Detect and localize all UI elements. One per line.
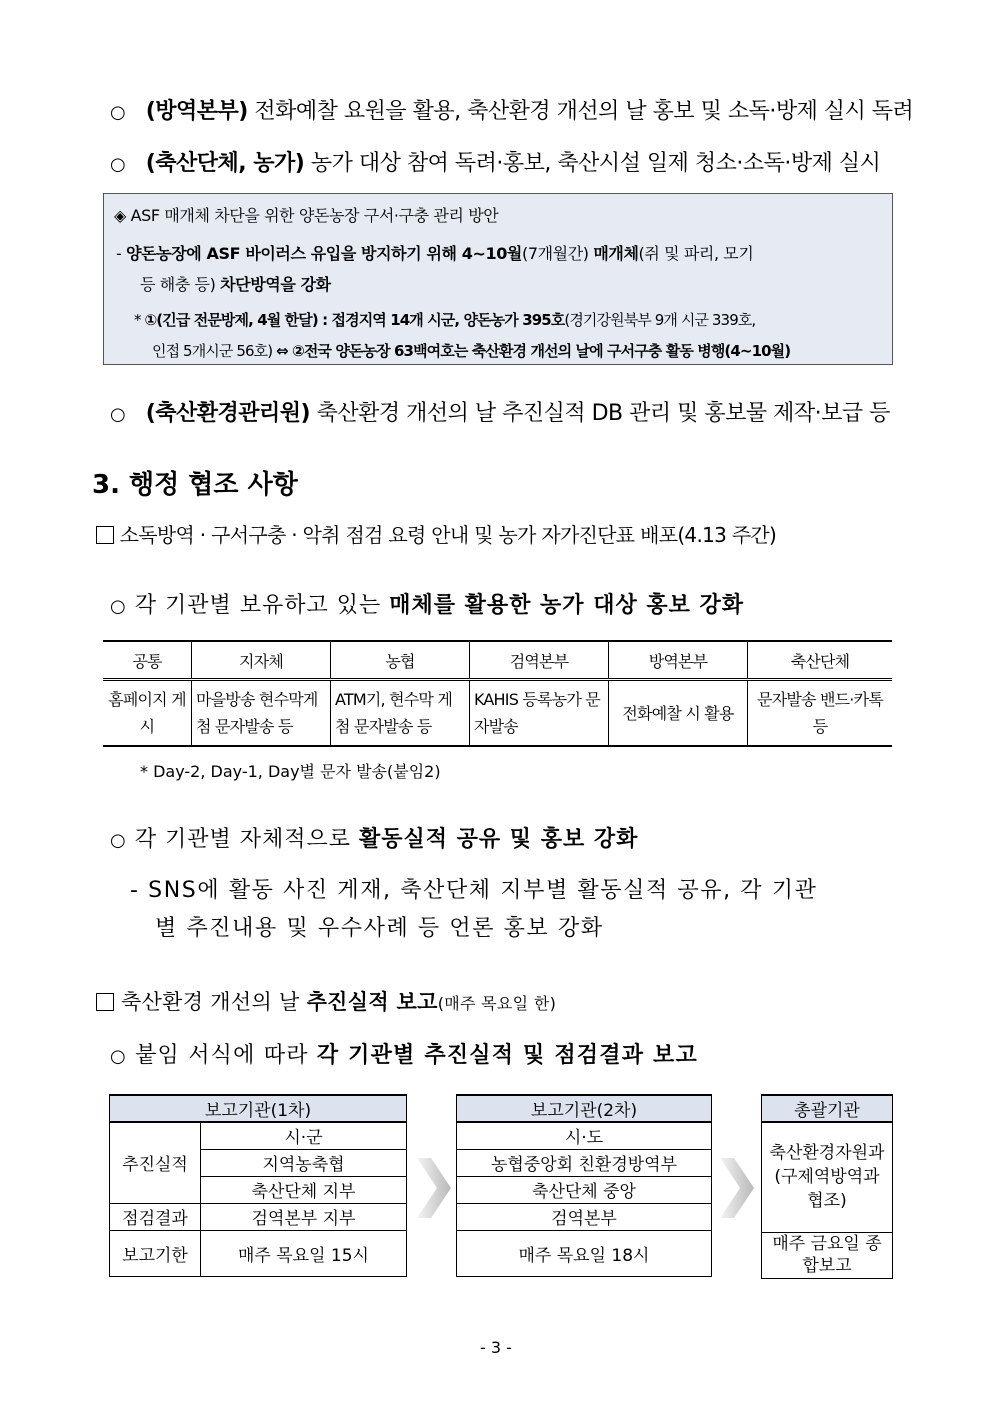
sub-bullet-media bbox=[110, 588, 744, 619]
asf-text: (7개월간) bbox=[522, 244, 594, 263]
bullet-bold-text: 매체를 활용한 농가 대상 홍보 강화 bbox=[389, 593, 745, 618]
asf-text: 인접 5개시군 56호) bbox=[152, 342, 277, 360]
report-agency-1st-table bbox=[109, 1094, 407, 1277]
bullet-text: 농가 대상 참여 독려·홍보, 축산시설 일제 청소·소독·방제 실시 bbox=[304, 151, 881, 176]
flow-cell: 축산단체 지부 bbox=[201, 1176, 407, 1203]
report-agency-2nd-table bbox=[456, 1094, 712, 1277]
bullet-livestock-groups bbox=[110, 146, 880, 177]
flow-header: 총괄기관 bbox=[762, 1095, 893, 1122]
table-cell: 마을방송 현수막게첨 문자발송 등 bbox=[192, 680, 331, 747]
dash-line-1: - SNS에 활동 사진 게재, 축산단체 지부별 활동실적 공유, 각 기관 bbox=[130, 878, 818, 903]
table-cell: ATM기, 현수막 게첨 문자발송 등 bbox=[331, 680, 470, 747]
asf-box-line-2 bbox=[140, 272, 331, 295]
bullet-tag: (방역본부) bbox=[145, 99, 248, 124]
flow-cell: 매주 금요일 종합보고 bbox=[762, 1232, 893, 1278]
asf-text: (쥐 및 파리, 모기 bbox=[638, 244, 754, 263]
arrow-right-icon bbox=[417, 1158, 451, 1218]
bullet-text: 전화예찰 요원을 활용, 축산환경 개선의 날 홍보 및 소독·방제 실시 독려 bbox=[247, 99, 914, 124]
table-row bbox=[103, 680, 892, 747]
flow-cell: 축산환경자원과 (구제역방역과 협조) bbox=[762, 1122, 893, 1232]
table-header-cell: 방역본부 bbox=[609, 641, 748, 680]
table-header-cell: 지자체 bbox=[192, 641, 331, 680]
asf-bold-text: 매개체 bbox=[593, 244, 639, 263]
section-title: 3. 행정 협조 사항 bbox=[92, 470, 298, 500]
bullet-text: 붙임 서식에 따라 bbox=[126, 1043, 317, 1068]
row-label: 점검결과 bbox=[110, 1203, 201, 1230]
bullet-quarantine-hq bbox=[110, 94, 913, 125]
bullet-text: 각 기관별 보유하고 있는 bbox=[126, 593, 390, 618]
sub-bullet-sharing bbox=[110, 822, 638, 853]
asf-bold-text: ⇔ ②전국 양돈농장 63백여호는 축산환경 개선의 날에 구서구충 활동 병행(4~10월) bbox=[276, 342, 791, 360]
asf-box-line-3 bbox=[134, 309, 755, 330]
table-header-cell: 축산단체 bbox=[748, 641, 893, 680]
asf-box-title: ◈ ASF 매개체 차단을 위한 양돈농장 구서·구충 관리 방안 bbox=[114, 206, 499, 225]
bullet-text: 축산환경 개선의 날 추진실적 DB 관리 및 홍보물 제작·보급 등 bbox=[310, 401, 890, 426]
bullet-tag: (축산환경관리원) bbox=[145, 401, 311, 426]
bullet-tag: (축산단체, 농가) bbox=[145, 151, 305, 176]
table-cell: 전화예찰 시 활용 bbox=[609, 680, 748, 747]
bullet-bold-text: 각 기관별 추진실적 및 점검결과 보고 bbox=[316, 1043, 698, 1068]
checkbox-icon bbox=[96, 526, 114, 544]
flow-cell: 지역농축협 bbox=[201, 1149, 407, 1176]
asf-text: 등 해충 등) bbox=[140, 275, 221, 294]
bullet-marker: ○ bbox=[110, 1046, 127, 1067]
table-note: * Day-2, Day-1, Day별 문자 발송(붙임2) bbox=[140, 762, 441, 781]
flow-header: 보고기관(2차) bbox=[457, 1095, 712, 1122]
bullet-env-management bbox=[110, 396, 890, 427]
dash: - bbox=[116, 244, 127, 263]
table-cell: KAHIS 등록농가 문자발송 bbox=[470, 680, 609, 747]
flow-cell: 매주 목요일 18시 bbox=[457, 1230, 712, 1276]
bullet-marker: ○ bbox=[110, 404, 126, 425]
table-cell: 문자발송 밴드·카톡 등 bbox=[748, 680, 893, 747]
page-number: - 3 - bbox=[480, 1338, 512, 1357]
checkbox-icon bbox=[96, 993, 114, 1011]
flow-header: 보고기관(1차) bbox=[110, 1095, 407, 1122]
bullet-marker: ○ bbox=[110, 154, 126, 175]
bullet-marker: ○ bbox=[110, 830, 127, 851]
item-bold-text: 추진실적 보고 bbox=[306, 990, 438, 1014]
asf-info-box bbox=[103, 193, 893, 365]
checklist-item-2 bbox=[96, 986, 556, 1016]
flow-cell: 매주 목요일 15시 bbox=[201, 1230, 407, 1276]
sub-bullet-report bbox=[110, 1038, 698, 1069]
flow-cell: 축산단체 중앙 bbox=[457, 1176, 712, 1203]
row-label: 보고기한 bbox=[110, 1230, 201, 1276]
media-by-agency-table bbox=[103, 640, 892, 747]
bullet-marker: ○ bbox=[110, 596, 127, 617]
asterisk: * bbox=[134, 311, 145, 329]
asf-bold-text: 양돈농장에 ASF 바이러스 유입을 방지하기 위해 4~10월 bbox=[126, 244, 522, 263]
bullet-bold-text: 활동실적 공유 및 홍보 강화 bbox=[358, 827, 639, 852]
flow-cell: 검역본부 지부 bbox=[201, 1203, 407, 1230]
row-label: 추진실적 bbox=[110, 1122, 201, 1203]
item-small-text: (매주 목요일 한) bbox=[437, 994, 557, 1013]
bullet-text: 각 기관별 자체적으로 bbox=[126, 827, 359, 852]
asf-text: (경기강원북부 9개 시군 339호, bbox=[564, 311, 756, 329]
item-text: 소독방역 · 구서구충 · 악취 점검 요령 안내 및 농가 자가진단표 배포(4.13 주간) bbox=[114, 523, 777, 547]
item-text: 축산환경 개선의 날 bbox=[114, 990, 307, 1014]
table-header-row bbox=[103, 641, 892, 680]
table-header-cell: 검역본부 bbox=[470, 641, 609, 680]
asf-bold-text: ①(긴급 전문방제, 4월 한달) : 접경지역 14개 시군, 양돈농가 395호 bbox=[144, 311, 565, 329]
table-header-cell: 공통 bbox=[103, 641, 192, 680]
asf-box-line-4 bbox=[152, 340, 790, 361]
flow-cell: 시·군 bbox=[201, 1122, 407, 1149]
asf-box-line-1 bbox=[116, 241, 753, 264]
checklist-item-1 bbox=[96, 519, 776, 548]
asf-bold-text: 차단방역을 강화 bbox=[220, 275, 331, 294]
table-header-cell: 농협 bbox=[331, 641, 470, 680]
flow-cell: 검역본부 bbox=[457, 1203, 712, 1230]
general-agency-table bbox=[761, 1094, 893, 1279]
dash-line-2: 별 추진내용 및 우수사례 등 언론 홍보 강화 bbox=[155, 916, 604, 941]
bullet-marker: ○ bbox=[110, 102, 126, 123]
flow-cell: 시·도 bbox=[457, 1122, 712, 1149]
table-cell: 홈페이지 게시 bbox=[103, 680, 192, 747]
arrow-right-icon bbox=[720, 1158, 754, 1218]
flow-cell: 농협중앙회 친환경방역부 bbox=[457, 1149, 712, 1176]
